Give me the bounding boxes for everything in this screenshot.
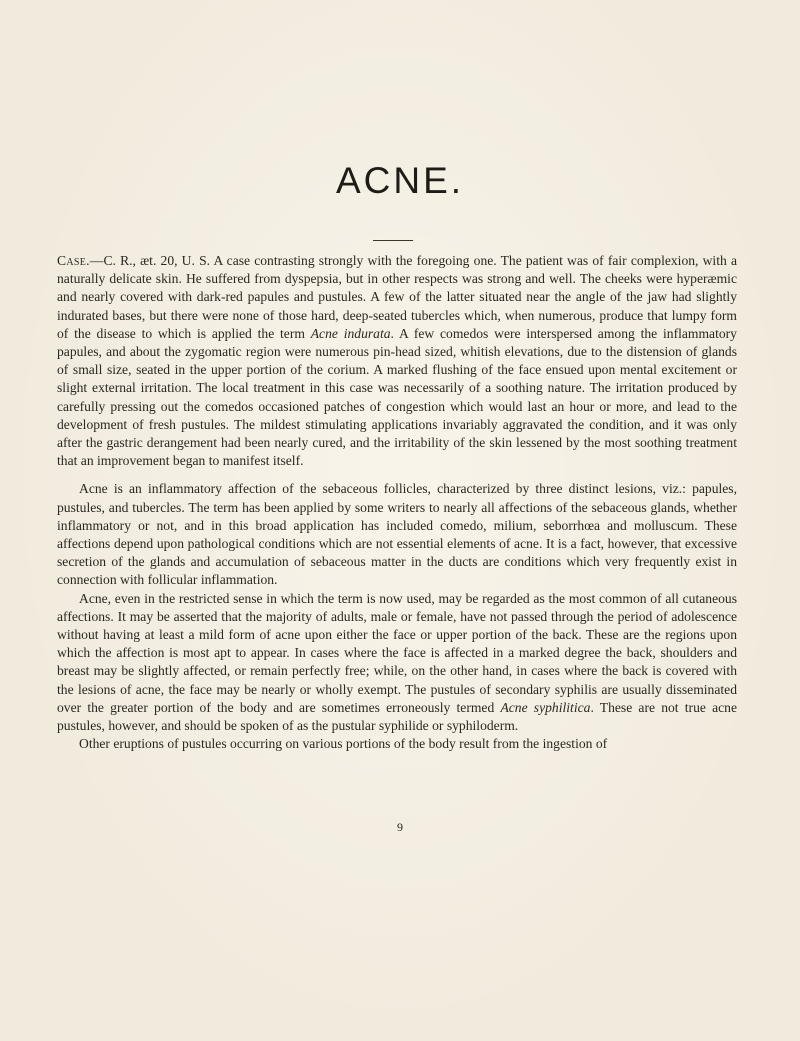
case-paragraph: [57, 252, 737, 470]
continuation-paragraph: Other eruptions of pustules occurring on various portions of the body result from the ingestion of: [79, 736, 608, 752]
prevalence-paragraph: [57, 590, 737, 736]
page-number: 9: [397, 820, 403, 834]
title-divider: [373, 240, 413, 241]
page-title: ACNE.: [335, 160, 465, 201]
prevalence-text-part-1: Acne, even in the restricted sense in which the term is now used, may be regarded as the most common of all cutaneous affections. It may be asserted that the majority of adults, male or female, have not passed through the period of adolescence without having at least a mild form of acne upon either the face or upper portion of the back. These are the regions upon which the affection is most apt to appear. In cases where the face is affected in a marked degree the back, shoulders and breast may be slightly affected, or remain perfectly free; while, on the other hand, in cases where the back is covered with the lesions of acne, the face may be nearly or wholly exempt. The pustules of secondary syphilis are usually disseminated over the greater portion of the body and are sometimes erroneously termed: [57, 590, 737, 715]
prevalence-text-part-2: . These are not true acne pustules, however, and should be spoken of as the pustular syphilide or syphiloderm.: [57, 699, 737, 734]
prevalence-term-italic: Acne syphilitica: [500, 699, 591, 715]
case-label: Case.: [57, 253, 90, 268]
definition-paragraph: Acne is an inflammatory affection of the sebaceous follicles, characterized by three distinct lesions, viz.: papules, pustules, and tubercles. The term has been applied by some writers to nearly all affections of the sebaceous glands, whether inflammatory or not, and in this broad application has included comedo, milium, seborrhœa and molluscum. These affections depend upon pathological conditions which are not essential elements of acne. It is a fact, however, that excessive secretion of the glands and accumulation of sebaceous matter in the ducts are conditions which very frequently exist in connection with follicular inflammation.: [57, 481, 737, 588]
body-text: [57, 252, 737, 753]
case-text-part-1: —C. R., æt. 20, U. S. A case contrasting strongly with the foregoing one. The patient was of fair complexion, with a naturally delicate skin. He suffered from dyspepsia, but in other respects was strong and well. The cheeks were hyperæmic and nearly covered with dark-red papules and pustules. A few of the latter situated near the angle of the jaw had slightly indurated bases, but there were none of those hard, deep-seated tubercles which, when numerous, produce that lumpy form of the disease to which is applied the term: [57, 253, 737, 341]
case-text-part-2: . A few comedos were interspersed among the inflammatory papules, and about the zygomatic region were numerous pin-head sized, whitish elevations, due to the distension of glands of small size, seated in the upper portion of the corium. A marked flushing of the face ensued upon mental excitement or slight external irritation. The local treatment in this case was necessarily of a soothing nature. The irritation produced by carefully pressing out the comedos occasioned patches of congestion which would last an hour or more, and lead to the development of fresh pustules. The mildest stimulating applications invariably aggravated the condition, and it was only after the gastric derangement had been nearly cured, and the irritability of the skin lessened by the most soothing treatment that an improvement began to manifest itself.: [57, 325, 737, 469]
case-term-italic: Acne indurata: [310, 325, 391, 341]
